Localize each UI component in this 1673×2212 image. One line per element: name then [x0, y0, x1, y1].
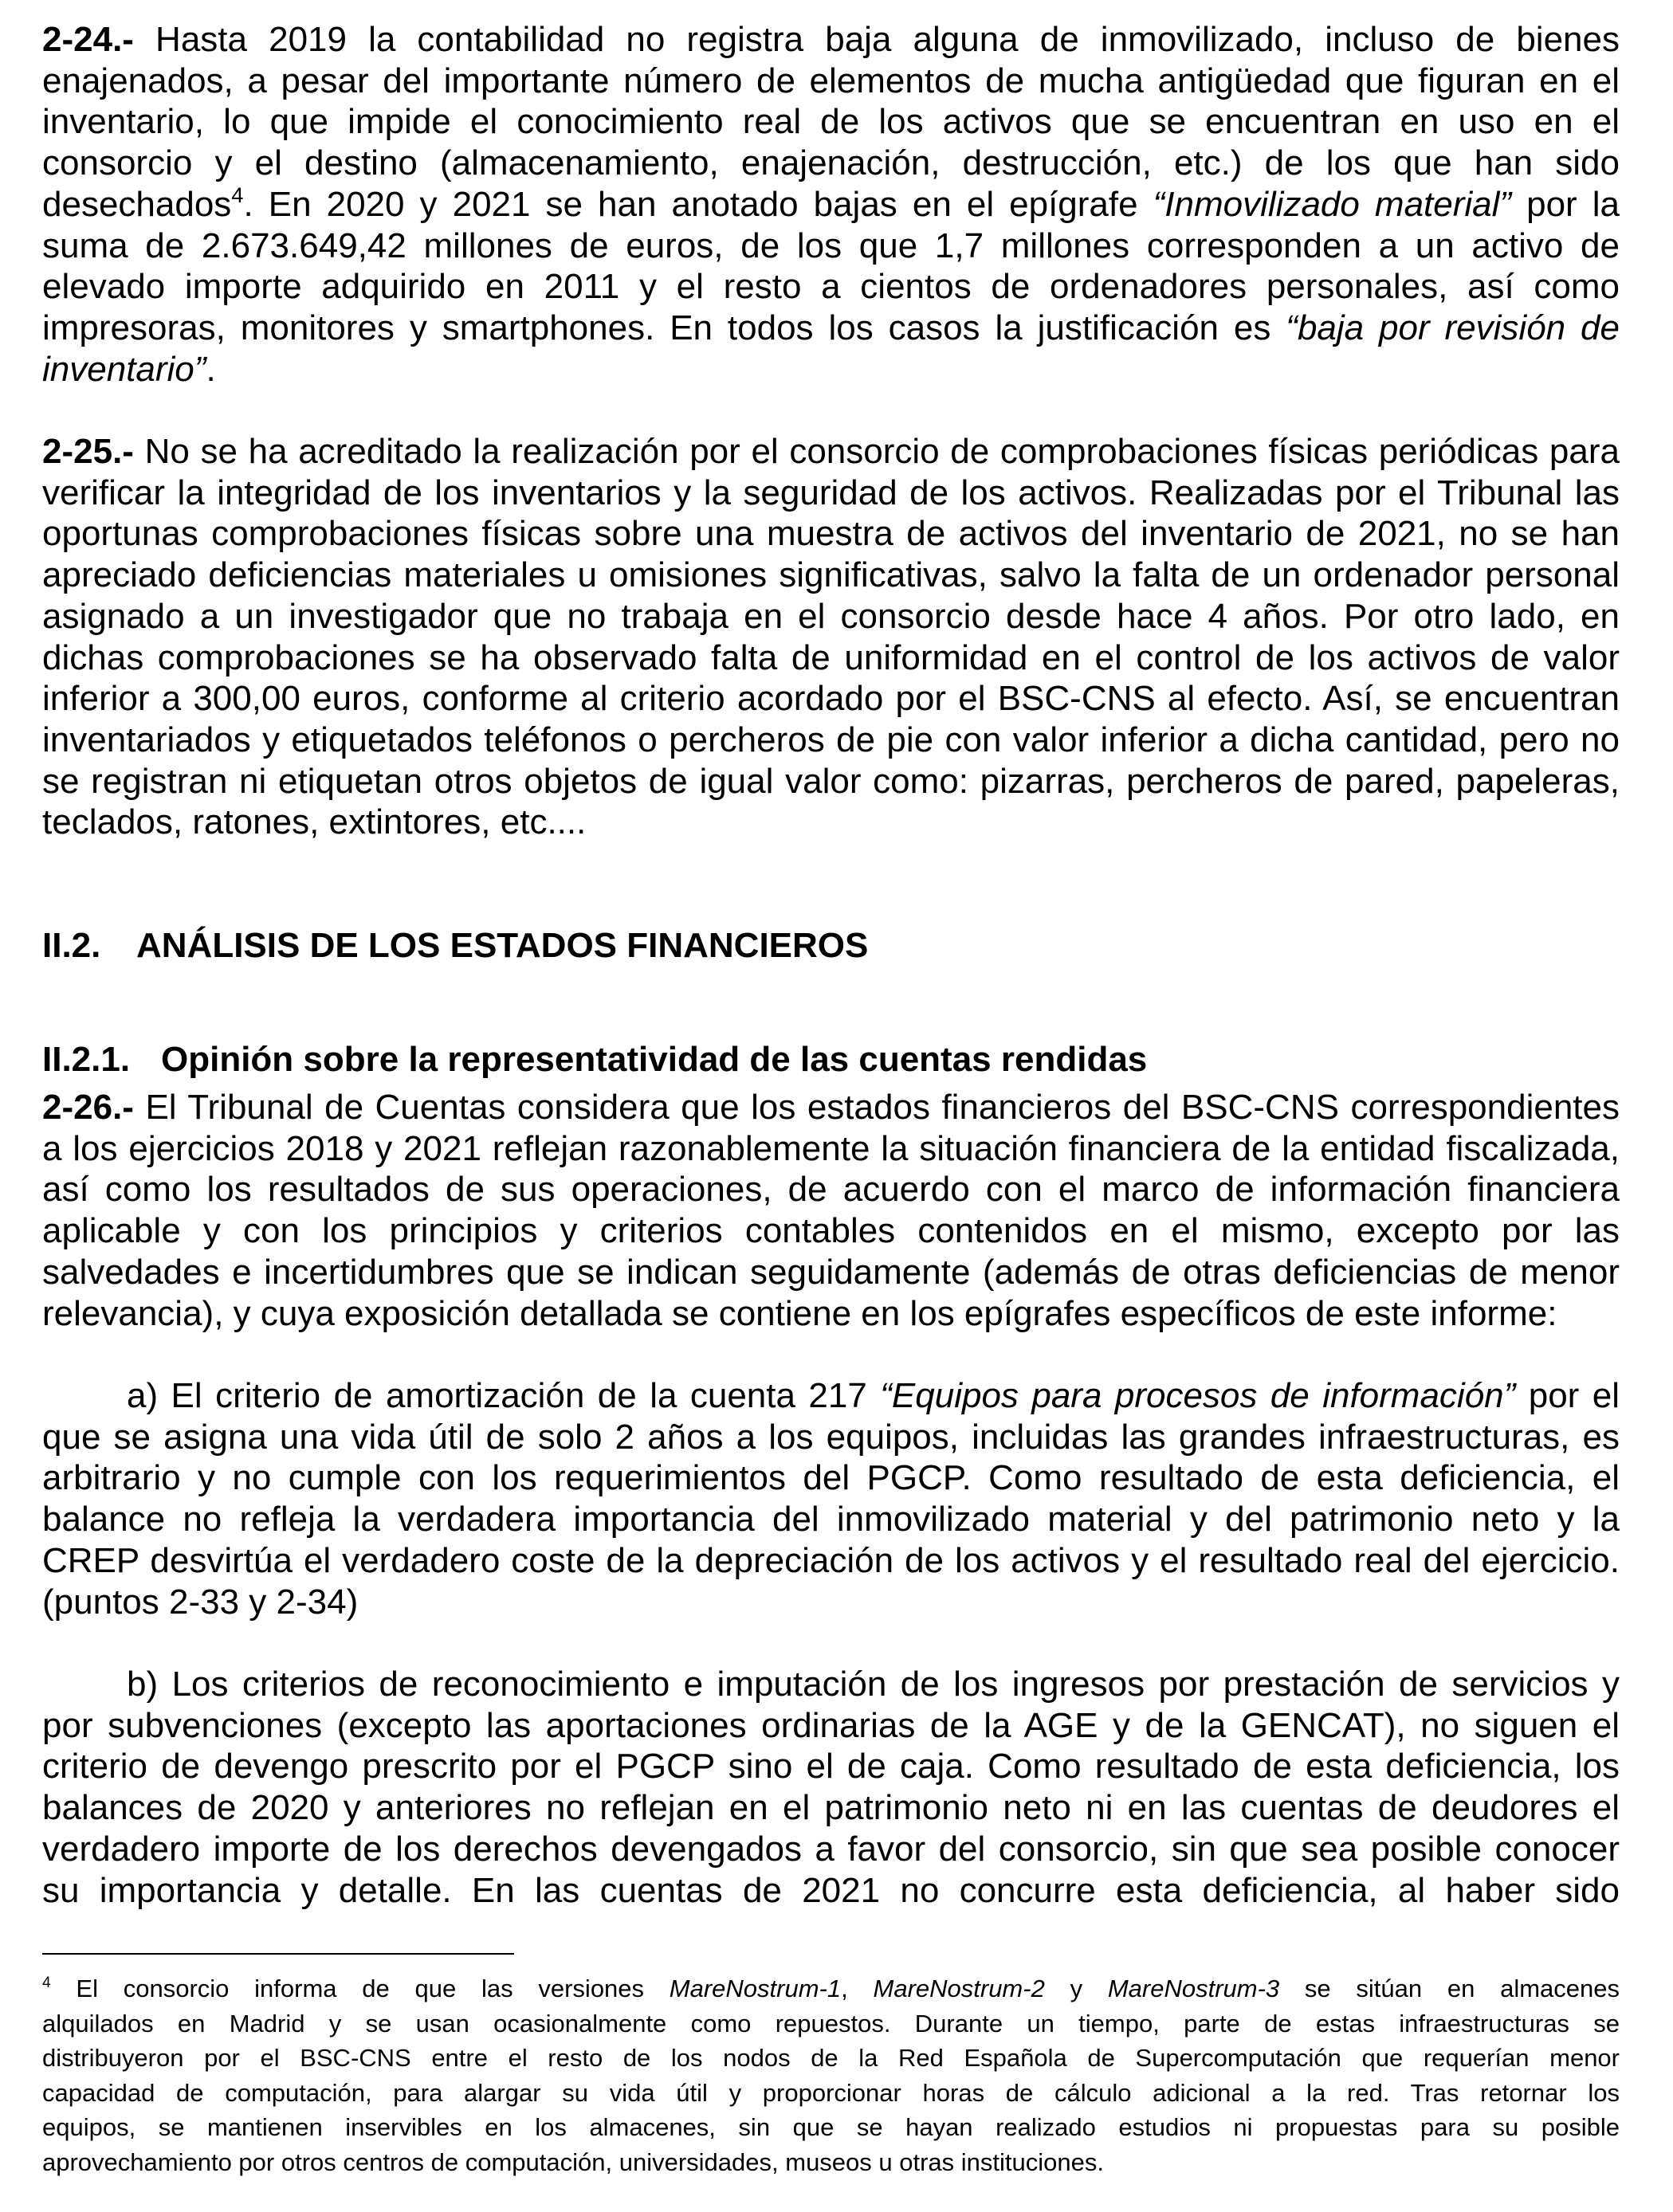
- text-run: elevado importe adquirido en 2011 y el resto a cientos de ordenadores personales, así como: [42, 267, 1620, 307]
- italic-text: “Inmovilizado material”: [1153, 184, 1512, 224]
- footnote-line: [42, 2110, 1620, 2145]
- text-line: [127, 1375, 1620, 1417]
- footnote-line: [42, 2145, 1620, 2180]
- text-line: [42, 596, 1620, 637]
- footnote-reference: 4: [42, 1975, 51, 1992]
- text-line: [42, 1582, 1620, 1623]
- text-line: [42, 637, 1620, 679]
- text-line: [42, 1499, 1620, 1540]
- text-line: [42, 226, 1620, 267]
- italic-text: “Equipos para procesos de información”: [880, 1376, 1516, 1415]
- section-number: II.2.: [42, 926, 101, 965]
- text-run: . En 2020 y 2021 se han anotado bajas en el epígrafe: [243, 184, 1153, 224]
- text-run: inventario, lo que impide el conocimiento real de los activos que se encuentran en uso en el: [42, 102, 1620, 142]
- text-line: [42, 19, 1620, 61]
- text-line: [42, 720, 1620, 761]
- text-run: equipos, se mantienen inservibles en los almacenes, sin que se hayan realizado estudios ni propuestas para su posible: [42, 2113, 1620, 2142]
- footnote-line: [42, 1971, 1620, 2006]
- text-line: [42, 1457, 1620, 1499]
- footnote-separator: [42, 1953, 514, 1955]
- text-run: El consorcio informa de que las versiones: [50, 1975, 670, 2002]
- text-line: [42, 1787, 1620, 1829]
- text-run: que se asigna una vida útil de solo 2 años a los equipos, incluidas las grandes infraestructuras, es: [42, 1417, 1620, 1457]
- text-line: [42, 1252, 1620, 1293]
- section-heading-ii-2: [42, 925, 868, 967]
- text-line: [42, 1540, 1620, 1582]
- section-title: ANÁLISIS DE LOS ESTADOS FINANCIEROS: [136, 926, 869, 965]
- text-line: [42, 1870, 1620, 1912]
- text-run: .: [206, 349, 216, 389]
- text-line: [42, 61, 1620, 102]
- paragraph-number: 2-26.-: [42, 1088, 134, 1127]
- italic-text: MareNostrum-1: [669, 1975, 842, 2002]
- subsection-heading-ii-2-1: [42, 1039, 1147, 1081]
- text-run: salvedades e incertidumbres que se indican seguidamente (además de otras deficiencias de menor: [42, 1252, 1620, 1292]
- text-line: [42, 1210, 1620, 1252]
- italic-text: “baja por revisión de: [1286, 308, 1620, 347]
- text-run: (puntos 2-33 y 2-34): [42, 1582, 359, 1622]
- text-run: Hasta 2019 la contabilidad no registra baja alguna de inmovilizado, incluso de bienes: [133, 20, 1620, 59]
- text-line: [42, 1746, 1620, 1787]
- text-run: teclados, ratones, extintores, etc....: [42, 802, 587, 842]
- text-run: su importancia y detalle. En las cuentas de 2021 no concurre esta deficiencia, al haber sido: [42, 1870, 1620, 1910]
- text-line: [42, 308, 1620, 349]
- text-line: [42, 802, 1620, 843]
- footnote-line: [42, 2041, 1620, 2076]
- text-line: [42, 184, 1620, 226]
- text-run: distribuyeron por el BSC-CNS entre el resto de los nodos de la Red Española de Supercomputación que requerían menor: [42, 2044, 1620, 2073]
- text-line: [42, 1169, 1620, 1210]
- text-run: CREP desvirtúa el verdadero coste de la depreciación de los activos y el resultado real del ejercicio.: [42, 1540, 1620, 1580]
- text-run: criterio de devengo prescrito por el PGCP sino el de caja. Como resultado de esta deficiencia, los: [42, 1747, 1620, 1786]
- text-run: impresoras, monitores y smartphones. En todos los casos la justificación es: [42, 308, 1286, 347]
- text-run: apreciado deficiencias materiales u omisiones significativas, salvo la falta de un ordenador personal: [42, 555, 1620, 595]
- text-line: [42, 1087, 1620, 1128]
- paragraph-number: 2-25.-: [42, 432, 134, 471]
- text-line: [42, 1293, 1620, 1335]
- text-line: [42, 431, 1620, 473]
- text-run: El Tribunal de Cuentas considera que los estados financieros del BSC-CNS correspondientes: [133, 1088, 1620, 1127]
- text-run: asignado a un investigador que no trabaja en el consorcio desde hace 4 años. Por otro lado, en: [42, 596, 1620, 636]
- text-line: [42, 473, 1620, 514]
- text-run: balances de 2020 y anteriores no reflejan en el patrimonio neto ni en las cuentas de deudores el: [42, 1788, 1620, 1828]
- footnote-line: [42, 2006, 1620, 2041]
- text-run: inventariados y etiquetados teléfonos o percheros de pie con valor inferior a dicha cantidad, pero no: [42, 720, 1620, 759]
- text-run: b) Los criterios de reconocimiento e imputación de los ingresos por prestación de servicios y: [127, 1665, 1620, 1704]
- text-run: oportunas comprobaciones físicas sobre una muestra de activos del inventario de 2021, no se han: [42, 514, 1620, 554]
- text-run: se sitúan en almacenes: [1279, 1975, 1620, 2002]
- footnote-reference: 4: [231, 182, 244, 207]
- subsection-number: II.2.1.: [42, 1040, 131, 1079]
- footnote-line: [42, 2076, 1620, 2111]
- text-line: [127, 1664, 1620, 1705]
- text-run: ,: [841, 1975, 874, 2002]
- text-run: a los ejercicios 2018 y 2021 reflejan razonablemente la situación financiera de la entidad fiscalizada,: [42, 1128, 1620, 1168]
- text-line: [42, 101, 1620, 143]
- text-run: alquilados en Madrid y se usan ocasionalmente como repuestos. Durante un tiempo, parte de estas infraestructuras se: [42, 2009, 1620, 2037]
- italic-text: MareNostrum-2: [873, 1975, 1045, 2002]
- text-run: relevancia), y cuya exposición detallada se contiene en los epígrafes específicos de este informe:: [42, 1293, 1557, 1333]
- text-run: se registran ni etiquetan otros objetos de igual valor como: pizarras, percheros de pared, papeleras,: [42, 761, 1620, 801]
- text-run: por subvenciones (excepto las aportaciones ordinarias de la AGE y de la GENCAT), no siguen el: [42, 1705, 1620, 1745]
- text-run: No se ha acreditado la realización por el consorcio de comprobaciones físicas periódicas para: [133, 432, 1620, 471]
- text-run: aplicable y con los principios y criterios contables contenidos en el mismo, excepto por las: [42, 1211, 1620, 1251]
- text-run: suma de 2.673.649,42 millones de euros, de los que 1,7 millones corresponden a un activo de: [42, 226, 1620, 265]
- text-run: verificar la integridad de los inventarios y la seguridad de los activos. Realizadas por el Tribunal las: [42, 473, 1620, 512]
- text-run: a) El criterio de amortización de la cuenta 217: [127, 1376, 881, 1415]
- text-run: dichas comprobaciones se ha observado falta de uniformidad en el control de los activos de valor: [42, 637, 1620, 677]
- text-line: [42, 513, 1620, 555]
- italic-text: MareNostrum-3: [1107, 1975, 1280, 2002]
- text-line: [42, 555, 1620, 596]
- text-run: consorcio y el destino (almacenamiento, enajenación, destrucción, etc.) de los que han sido: [42, 143, 1620, 183]
- text-line: [42, 349, 1620, 390]
- text-run: desechados: [42, 184, 232, 224]
- text-line: [42, 678, 1620, 720]
- text-run: inferior a 300,00 euros, conforme al criterio acordado por el BSC-CNS al efecto. Así, se encuentran: [42, 679, 1620, 719]
- text-run: arbitrario y no cumple con los requerimientos del PGCP. Como resultado de esta deficiencia, el: [42, 1458, 1620, 1498]
- paragraph-number: 2-24.-: [42, 20, 134, 59]
- text-run: verdadero importe de los derechos devengados a favor del consorcio, sin que sea posible conocer: [42, 1829, 1620, 1869]
- text-line: [42, 143, 1620, 184]
- text-line: [42, 761, 1620, 802]
- text-run: aprovechamiento por otros centros de computación, universidades, museos u otras instituciones.: [42, 2148, 1104, 2176]
- text-run: por la: [1511, 184, 1620, 224]
- text-line: [42, 1417, 1620, 1458]
- text-run: por el: [1515, 1376, 1620, 1415]
- text-run: así como los resultados de sus operaciones, de acuerdo con el marco de información financiera: [42, 1170, 1620, 1210]
- italic-text: inventario”: [42, 349, 206, 389]
- text-run: enajenados, a pesar del importante número de elementos de mucha antigüedad que figuran en el: [42, 61, 1620, 100]
- text-run: y: [1044, 1975, 1108, 2002]
- subsection-title: Opinión sobre la representatividad de las cuentas rendidas: [161, 1040, 1148, 1079]
- text-run: balance no refleja la verdadera importancia del inmovilizado material y del patrimonio neto y la: [42, 1500, 1620, 1539]
- text-run: capacidad de computación, para alargar su vida útil y proporcionar horas de cálculo adicional a la red. Tras retornar los: [42, 2078, 1620, 2107]
- text-line: [42, 1829, 1620, 1870]
- text-line: [42, 1128, 1620, 1170]
- text-line: [42, 266, 1620, 308]
- text-line: [42, 1705, 1620, 1747]
